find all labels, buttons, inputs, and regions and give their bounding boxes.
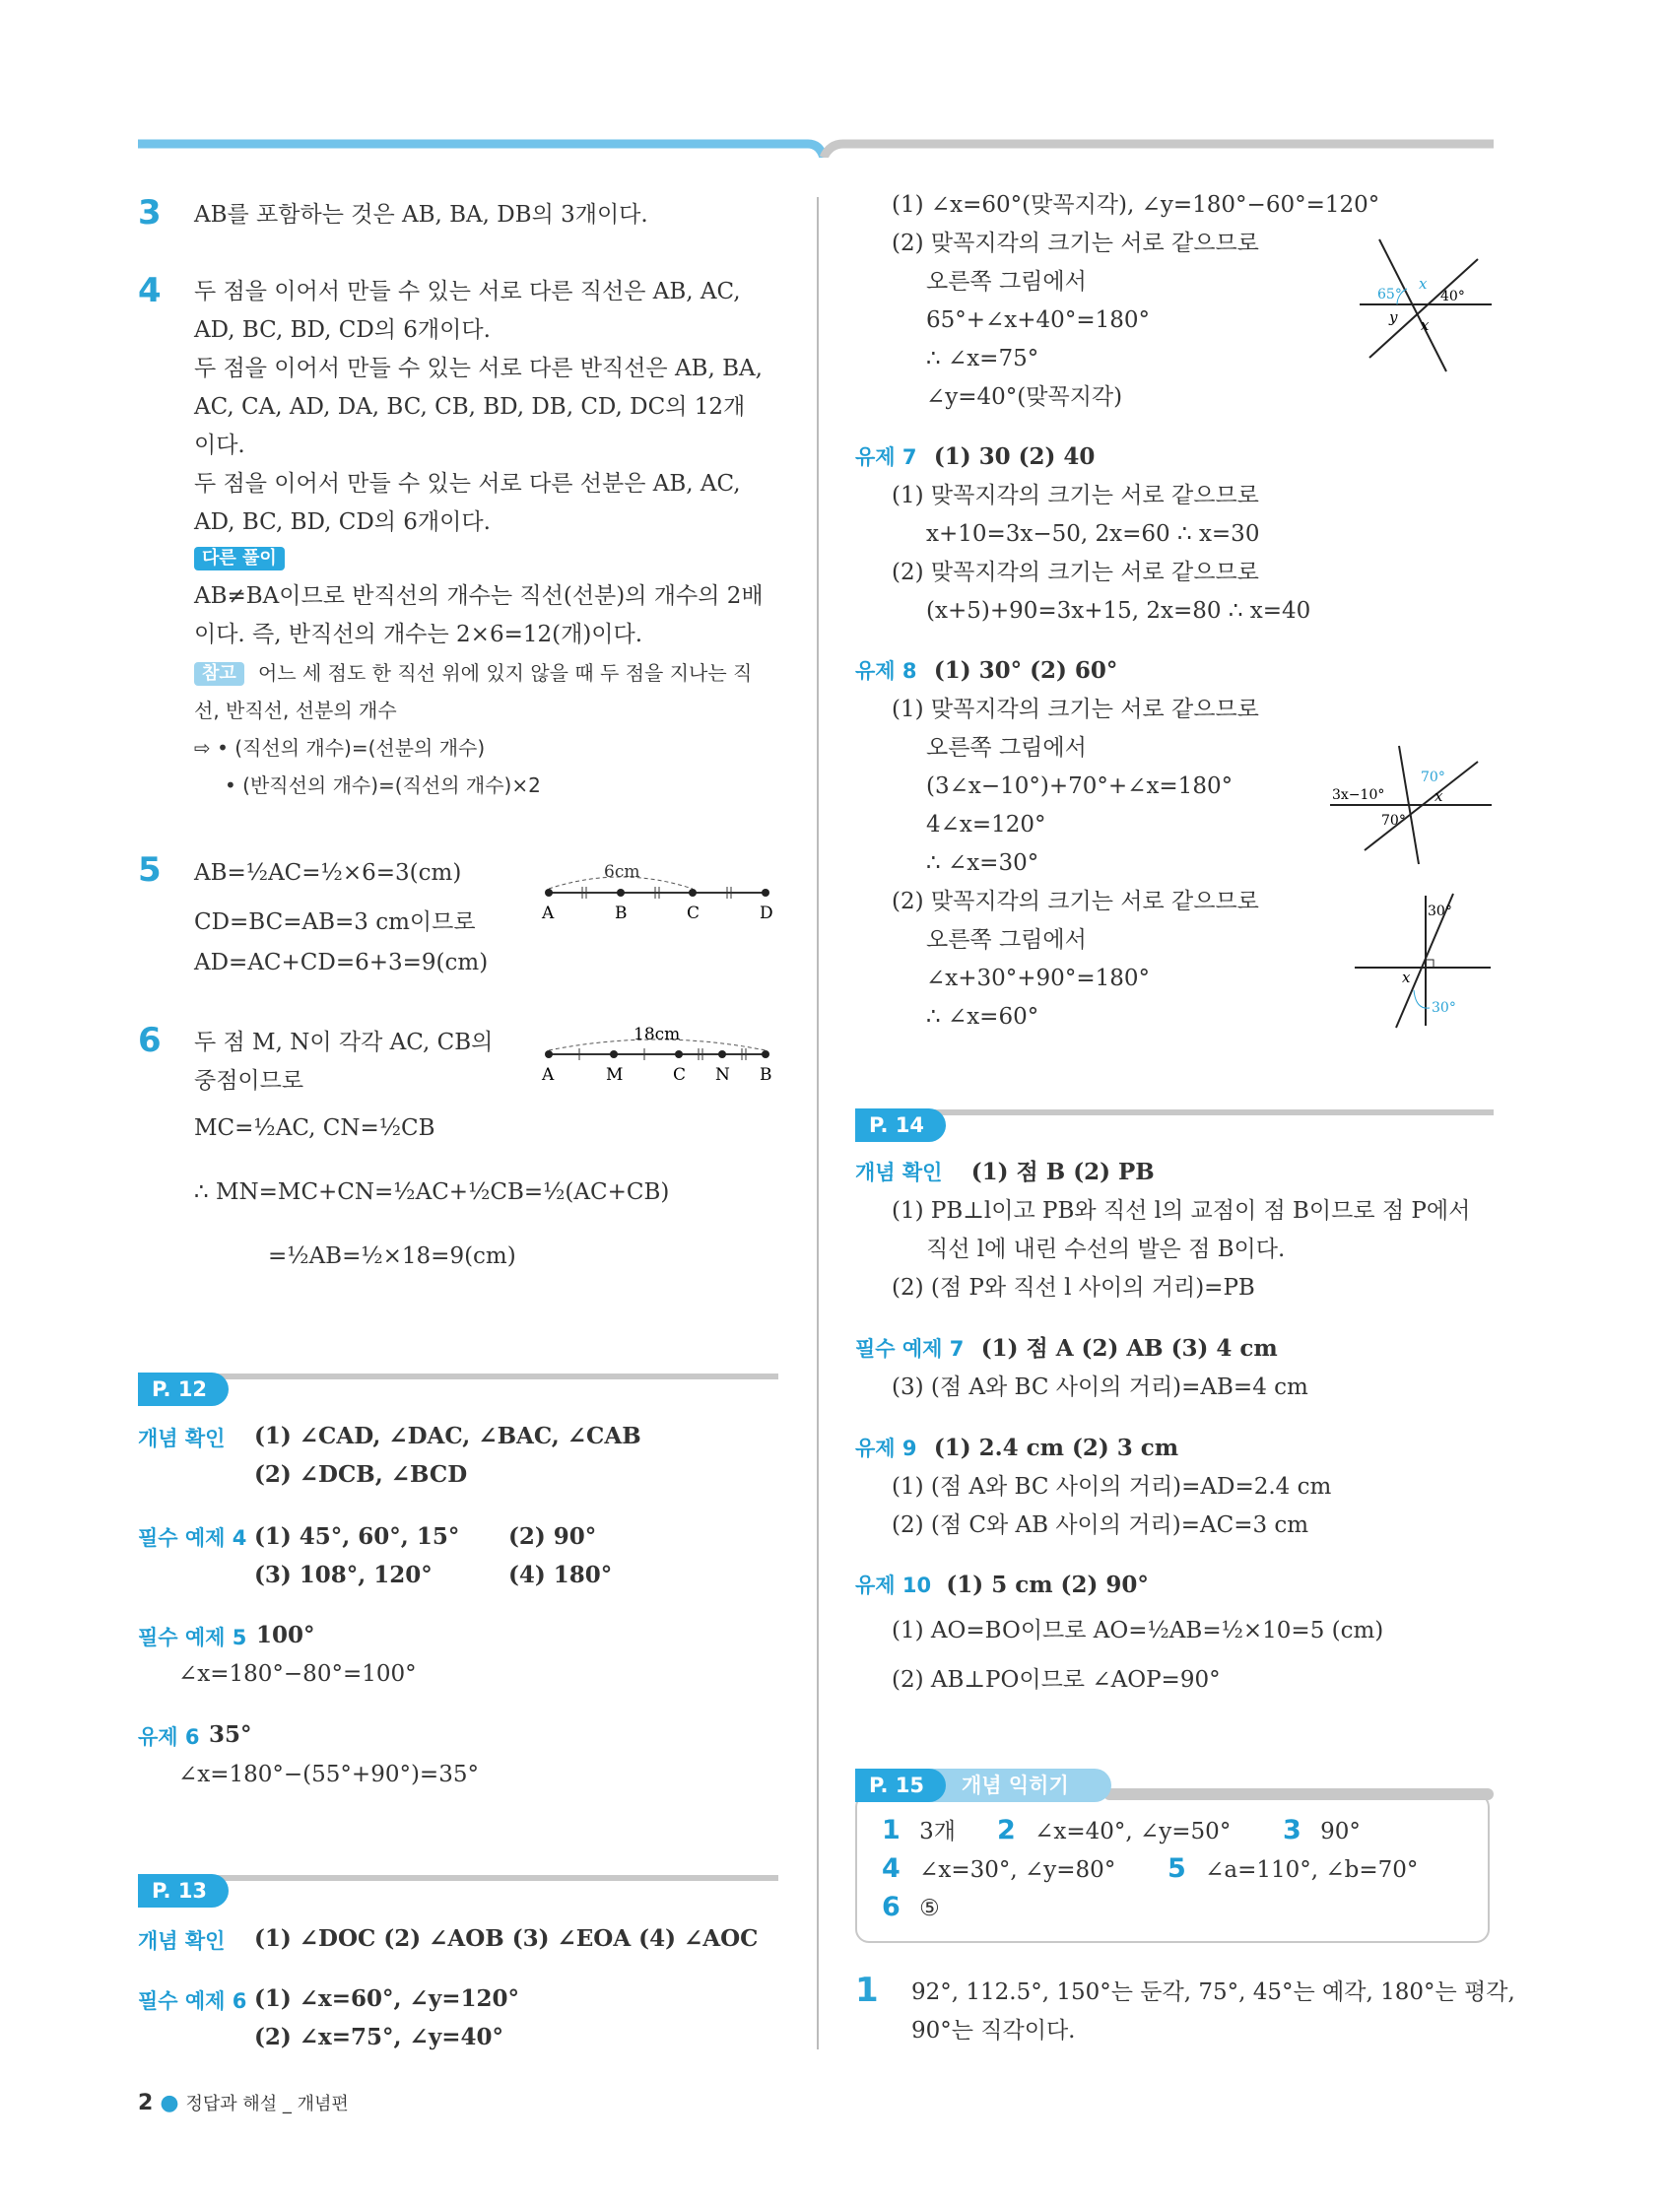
q5-line: AB=½AC=½×6=3(cm): [194, 860, 462, 886]
q5-point-label: B: [615, 904, 628, 923]
p12-concept-answer: (2) ∠DCB, ∠BCD: [254, 1461, 468, 1488]
p13-tag: P. 13: [138, 1874, 229, 1908]
p12-ex4-answer: (1) 45°, 60°, 15°: [254, 1523, 460, 1550]
p15-q1-line: 92°, 112.5°, 150°는 둔각, 75°, 45°는 예각, 180°는 평각,: [911, 1979, 1515, 2005]
q6-number: 6: [138, 1021, 162, 1060]
fig1-angle: x: [1421, 316, 1430, 334]
fig2-angle: 3x−10°: [1332, 787, 1385, 803]
q5-point-label: C: [687, 904, 701, 923]
q6-point-label: N: [715, 1065, 730, 1085]
y8-line: 4∠x=120°: [926, 812, 1046, 838]
p14-concept-line: (2) (점 P와 직선 l 사이의 거리)=PB: [892, 1275, 1255, 1301]
fig3-angle: 30°: [1432, 1000, 1456, 1016]
p14-y10-answer: (1) 5 cm (2) 90°: [946, 1572, 1149, 1598]
angle-figure-2: [1330, 744, 1493, 867]
q6-point-label: C: [673, 1065, 687, 1085]
p13-ex6-answer: (1) ∠x=60°, ∠y=120°: [254, 1985, 519, 2012]
fig3-angle: x: [1402, 969, 1411, 986]
p15-subtitle: 개념 익히기: [962, 1774, 1069, 1797]
p12-y6-line: ∠x=180°−(55°+90°)=35°: [178, 1762, 479, 1787]
reference-line: 어느 세 점도 한 직선 위에 있지 않을 때 두 점을 지나는 직: [258, 661, 753, 685]
fig1-angle: x: [1419, 275, 1428, 293]
p12-ex4-answer: (2) 90°: [508, 1523, 597, 1550]
q5-number: 5: [138, 850, 162, 890]
q4-number: 4: [138, 271, 162, 310]
fig1-angle: y: [1389, 308, 1398, 326]
top-line: (2) 맞꼭지각의 크기는 서로 같으므로: [892, 231, 1259, 256]
top-line: 65°+∠x+40°=180°: [926, 307, 1150, 333]
p15-answer-number: 2: [997, 1815, 1016, 1845]
p15-q1-number: 1: [855, 1971, 879, 2010]
p12-ex5-label: 필수 예제 5: [138, 1626, 247, 1649]
p14-concept-line: 직선 l에 내린 수선의 발은 점 B이다.: [926, 1237, 1286, 1262]
p13-ex6-answer: (2) ∠x=75°, ∠y=40°: [254, 2024, 503, 2050]
q5-distance-label: 6cm: [604, 862, 640, 882]
y7-line: (2) 맞꼭지각의 크기는 서로 같으므로: [892, 560, 1259, 585]
fig1-angle: 40°: [1440, 289, 1465, 304]
page-number: 2: [138, 2091, 154, 2115]
y8-label: 유제 8: [855, 659, 917, 683]
p14-y9-line: (2) (점 C와 AB 사이의 거리)=AC=3 cm: [892, 1512, 1309, 1538]
fig3-angle: 30°: [1428, 904, 1452, 919]
q5-point-label: D: [760, 904, 773, 923]
p14-concept-answer: (1) 점 B (2) PB: [970, 1159, 1155, 1185]
y7-label: 유제 7: [855, 445, 917, 469]
p12-ex4-answer: (4) 180°: [508, 1562, 613, 1588]
p14-y9-answer: (1) 2.4 cm (2) 3 cm: [933, 1435, 1179, 1461]
y8-line: ∠x+30°+90°=180°: [926, 966, 1150, 991]
p14-concept-label: 개념 확인: [855, 1161, 943, 1184]
reference-line: ⇨ • (직선의 개수)=(선분의 개수): [194, 736, 486, 760]
p14-y10-line: (2) AB⊥PO이므로 ∠AOP=90°: [892, 1667, 1221, 1693]
q6-point-label: A: [542, 1065, 555, 1085]
y7-line: (1) 맞꼭지각의 크기는 서로 같으므로: [892, 483, 1259, 508]
p12-ex4-label: 필수 예제 4: [138, 1526, 247, 1550]
p13-concept-label: 개념 확인: [138, 1929, 226, 1953]
footer-bullet: ●: [160, 2091, 179, 2115]
q6-line: 중점이므로: [194, 1068, 304, 1094]
p14-ex7-label: 필수 예제 7: [855, 1337, 965, 1361]
q6-point-label: M: [606, 1065, 624, 1085]
p12-ex4-answer: (3) 108°, 120°: [254, 1562, 433, 1588]
q4-line: 두 점을 이어서 만들 수 있는 서로 다른 반직선은 AB, BA,: [194, 356, 763, 381]
p13-ex6-label: 필수 예제 6: [138, 1989, 247, 2013]
q6-line: MC=½AC, CN=½CB: [194, 1115, 435, 1141]
y8-line: 오른쪽 그림에서: [926, 735, 1087, 761]
q3-text: AB를 포함하는 것은 AB, BA, DB의 3개이다.: [194, 202, 648, 228]
y8-line: (1) 맞꼭지각의 크기는 서로 같으므로: [892, 697, 1259, 722]
p15-answer-number: 1: [882, 1815, 901, 1845]
p15-answer-value: 90°: [1320, 1819, 1361, 1844]
q5-line: AD=AC+CD=6+3=9(cm): [194, 950, 489, 975]
column-divider: [817, 197, 819, 2049]
p14-y9-label: 유제 9: [855, 1437, 917, 1460]
p12-concept-answer: (1) ∠CAD, ∠DAC, ∠BAC, ∠CAB: [254, 1423, 641, 1449]
q4-line: 이다.: [194, 433, 245, 458]
top-line: 오른쪽 그림에서: [926, 269, 1087, 295]
y8-line: ∴ ∠x=30°: [926, 850, 1039, 876]
p15-answer-number: 6: [882, 1892, 901, 1922]
y7-line: (x+5)+90=3x+15, 2x=80 ∴ x=40: [926, 598, 1311, 624]
q4-line: AD, BC, BD, CD의 6개이다.: [194, 509, 491, 535]
y8-line: ∴ ∠x=60°: [926, 1004, 1039, 1030]
p12-tag: P. 12: [138, 1373, 229, 1406]
footer-text: 정답과 해설 _ 개념편: [185, 2094, 349, 2114]
top-line: (1) ∠x=60°(맞꼭지각), ∠y=180°−60°=120°: [892, 192, 1380, 218]
y8-line: 오른쪽 그림에서: [926, 927, 1087, 953]
p15-answer-number: 3: [1283, 1815, 1301, 1845]
reference-badge: 참고: [194, 662, 244, 686]
q6-line: =½AB=½×18=9(cm): [268, 1243, 516, 1269]
y8-line: (3∠x−10°)+70°+∠x=180°: [926, 773, 1234, 799]
q3-number: 3: [138, 193, 162, 233]
q5-point-label: A: [542, 904, 555, 923]
q4-line: 두 점을 이어서 만들 수 있는 서로 다른 직선은 AB, AC,: [194, 279, 741, 304]
q4-line: AD, BC, BD, CD의 6개이다.: [194, 317, 491, 343]
p12-y6-label: 유제 6: [138, 1725, 200, 1749]
fig2-angle: 70°: [1421, 770, 1445, 785]
q5-line: CD=BC=AB=3 cm이므로: [194, 909, 476, 935]
p14-rule: [934, 1109, 1494, 1115]
p15-answer-number: 5: [1168, 1853, 1186, 1884]
reference-line: 선, 반직선, 선분의 개수: [194, 699, 397, 722]
q5-segment-figure: [537, 857, 783, 926]
q6-line: ∴ MN=MC+CN=½AC+½CB=½(AC+CB): [194, 1179, 670, 1205]
p15-rule: [1103, 1788, 1494, 1800]
angle-figure-3: [1355, 892, 1493, 1030]
p15-answer-value: ∠x=30°, ∠y=80°: [919, 1857, 1116, 1883]
p14-ex7-line: (3) (점 A와 BC 사이의 거리)=AB=4 cm: [892, 1374, 1308, 1400]
p14-tag: P. 14: [855, 1108, 946, 1142]
fig2-angle: 70°: [1381, 813, 1406, 829]
other-solution-badge: 다른 풀이: [194, 547, 285, 570]
p15-answer-value: ∠x=40°, ∠y=50°: [1034, 1819, 1232, 1844]
p15-tag: P. 15: [855, 1769, 946, 1802]
p13-rule: [217, 1875, 778, 1881]
q6-segment-figure: [537, 1019, 783, 1088]
q6-point-label: B: [760, 1065, 772, 1085]
p12-rule: [217, 1374, 778, 1379]
p15-answer-value: ∠a=110°, ∠b=70°: [1205, 1857, 1419, 1883]
y8-answer: (1) 30° (2) 60°: [933, 657, 1118, 684]
p14-ex7-answer: (1) 점 A (2) AB (3) 4 cm: [980, 1335, 1278, 1362]
q6-line: 두 점 M, N이 각각 AC, CB의: [194, 1030, 494, 1055]
p14-concept-line: (1) PB⊥l이고 PB와 직선 l의 교점이 점 B이므로 점 P에서: [892, 1198, 1471, 1224]
p15-answer-value: 3개: [919, 1819, 956, 1844]
p15-answer-number: 4: [882, 1853, 901, 1884]
header-rule: [0, 0, 1668, 158]
p15-q1-line: 90°는 직각이다.: [911, 2018, 1076, 2044]
fig1-angle: 65°: [1377, 287, 1402, 302]
other-solution-line: AB≠BA이므로 반직선의 개수는 직선(선분)의 개수의 2배: [194, 583, 764, 609]
p12-concept-label: 개념 확인: [138, 1427, 226, 1450]
p12-ex5-answer: 100°: [256, 1622, 315, 1648]
p12-y6-answer: 35°: [209, 1721, 252, 1748]
angle-figure-1: [1360, 232, 1493, 374]
reference-line: • (반직선의 개수)=(직선의 개수)×2: [225, 773, 541, 797]
q4-line: AC, CA, AD, DA, BC, CB, BD, DB, CD, DC의 12개: [194, 394, 746, 420]
other-solution-line: 이다. 즉, 반직선의 개수는 2×6=12(개)이다.: [194, 622, 643, 647]
p14-y9-line: (1) (점 A와 BC 사이의 거리)=AD=2.4 cm: [892, 1474, 1332, 1500]
y8-line: (2) 맞꼭지각의 크기는 서로 같으므로: [892, 889, 1259, 914]
y7-line: x+10=3x−50, 2x=60 ∴ x=30: [926, 521, 1260, 547]
p13-concept-answer: (1) ∠DOC (2) ∠AOB (3) ∠EOA (4) ∠AOC: [254, 1925, 759, 1952]
fig2-angle: x: [1434, 787, 1443, 805]
p12-ex5-line: ∠x=180°−80°=100°: [178, 1661, 417, 1687]
p14-y10-line: (1) AO=BO이므로 AO=½AB=½×10=5 (cm): [892, 1618, 1384, 1643]
y7-answer: (1) 30 (2) 40: [933, 443, 1096, 470]
q6-distance-label: 18cm: [634, 1025, 681, 1044]
top-line: ∠y=40°(맞꼭지각): [926, 384, 1123, 410]
top-line: ∴ ∠x=75°: [926, 346, 1039, 371]
p14-y10-label: 유제 10: [855, 1574, 932, 1597]
p15-answer-value: ⑤: [919, 1896, 940, 1921]
q4-line: 두 점을 이어서 만들 수 있는 서로 다른 선분은 AB, AC,: [194, 471, 741, 497]
